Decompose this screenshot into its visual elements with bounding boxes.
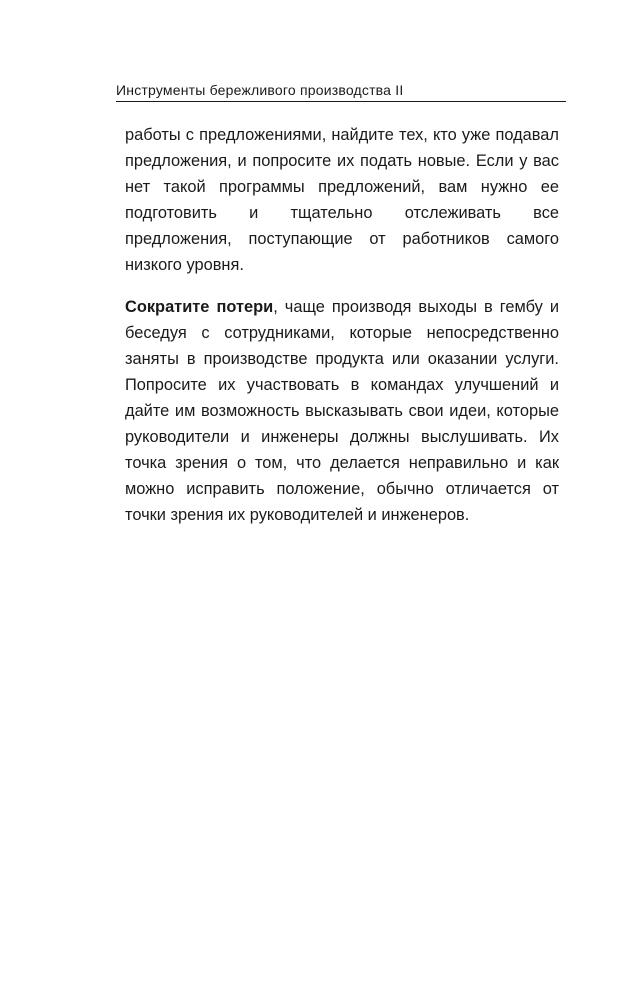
paragraph-1-text: работы с предложениями, найдите тех, кто уже подавал предложения, и попросите их подать новые. Если у вас нет такой программы предложений, вам нужно ее подготовить и тщательно отслеживать все предложения, поступающие от работников самого низкого уровня. xyxy=(125,126,559,274)
paragraph-2 xyxy=(125,294,559,528)
paragraph-1 xyxy=(125,122,559,278)
running-header-title: Инструменты бережливого производства II xyxy=(116,82,404,98)
running-header xyxy=(116,80,566,102)
body-text xyxy=(125,122,559,544)
paragraph-2-lead: Сократите потери xyxy=(125,298,274,316)
paragraph-2-text: , чаще производя выходы в гембу и беседуя с сотрудниками, которые непосредственно заняты в производстве продукта или оказании услуги. Попросите их участвовать в командах улучшений и дайте им возможность высказывать свои идеи, которые руководители и инженеры должны выслушивать. Их точка зрения о том, что делается неправильно и как можно исправить положение, обычно отличается от точки зрения их руководителей и инженеров. xyxy=(125,298,560,524)
